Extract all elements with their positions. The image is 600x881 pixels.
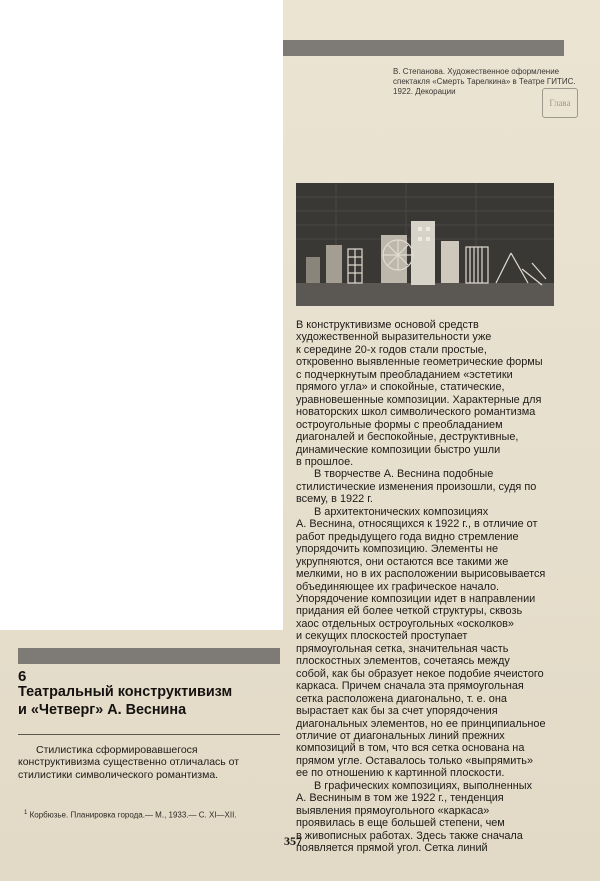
body-line: к середине 20-х годов стали простые, <box>296 343 487 356</box>
title-divider <box>18 734 280 735</box>
body-line: плоскостных элементов, сочетаясь между <box>296 655 510 668</box>
caption-line: В. Степанова. Художественное оформление <box>393 67 560 76</box>
body-line: в прошлое. <box>296 455 354 468</box>
body-line: всему, в 1922 г. <box>296 493 373 506</box>
body-line: стилистические изменения произошли, судя по <box>296 480 537 493</box>
body-line: хаос отдельных остроугольных «осколков» <box>296 617 514 630</box>
chapter-band <box>18 648 280 664</box>
stage-set-illustration <box>296 183 554 306</box>
body-line: А. Веснина, относящихся к 1922 г., в отличие от <box>296 518 538 531</box>
caption-line: 1922. Декорации <box>393 87 456 96</box>
body-line: работ предыдущего года видно стремление <box>296 530 519 543</box>
body-line: объединяющее их графическое начало. <box>296 580 500 593</box>
body-line: собой, как бы образует некое подобие ячеистого <box>296 667 544 680</box>
body-line: придания ей более четкой структуры, сквозь <box>296 605 523 618</box>
body-line: диагональных элементов, но ее принципиальное <box>296 717 546 730</box>
body-line: упорядочить композицию. Элементы не <box>296 543 499 556</box>
chapter-intro <box>18 744 280 781</box>
body-line: появляется прямой угол. Сетка линий <box>296 842 488 855</box>
intro-line: Стилистика сформировавшегося <box>36 744 198 756</box>
intro-line: стилистики символического романтизма. <box>18 768 219 781</box>
body-line: и секущих плоскостей проступает <box>296 630 468 643</box>
body-line: сетка расположена диагонально, т. е. она <box>296 692 507 705</box>
intro-line: конструктивизма существенно отличалась от <box>18 756 240 769</box>
body-line: проявилась в еще большей степени, чем <box>296 817 505 830</box>
body-line: ее по отношению к картинной плоскости. <box>296 767 505 780</box>
body-line: А. Весниным в том же 1922 г., тенденция <box>296 792 504 805</box>
body-line: вырастает как бы за счет упорядочения <box>296 705 498 718</box>
body-line: В архитектонических композициях <box>314 505 489 518</box>
body-line: В конструктивизме основой средств <box>296 319 479 331</box>
body-line: мелкими, но в их расположении вырисовывается <box>296 568 546 581</box>
body-line: откровенно выявленные геометрические формы <box>296 356 543 369</box>
body-line: композиций в том, что вся сетка основана на <box>296 742 525 755</box>
footnote-marker: 1 <box>24 810 28 816</box>
caption-line: спектакля «Смерть Тарелкина» в Театре ГИТИС. <box>393 77 576 86</box>
body-line: диагоналей и беспокойные, деструктивные, <box>296 431 519 444</box>
body-line: прямом угле. Оставалось только «выпрямить» <box>296 754 534 767</box>
footnote <box>24 810 286 820</box>
body-line: каркаса. Причем сначала эта прямоугольная <box>296 680 524 693</box>
blank-area <box>0 0 283 630</box>
page-number: 357 <box>284 834 302 848</box>
body-line: Упорядочение композиции идет в направлении <box>296 592 536 605</box>
body-line: отличие от диагональных линий прежних <box>296 729 505 742</box>
body-line: прямоугольная сетка, значительная часть <box>296 642 509 655</box>
body-line: художественной выразительности уже <box>296 331 492 344</box>
chapter-tab-label: Глава <box>549 98 571 108</box>
header-band <box>283 40 564 56</box>
body-line: укрупняются, они остаются все такими же <box>296 555 509 568</box>
body-line: В графических композициях, выполненных <box>314 779 533 792</box>
body-line: остроугольные формы с преобладанием <box>296 418 503 431</box>
body-line: в живописных работах. Здесь также сначала <box>296 829 523 842</box>
footnote-text: Корбюзье. Планировка города.— М., 1933.— С. XI—XII. <box>29 810 237 820</box>
stage-photo <box>296 183 554 306</box>
chapter-title <box>18 683 280 719</box>
body-line: с подчеркнутым преобладанием «эстетики <box>296 368 513 381</box>
body-line: новаторских школ символического романтизма <box>296 406 536 419</box>
body-line: уравновешенные композиции. Характерные для <box>296 393 542 406</box>
body-line: В творчестве А. Веснина подобные <box>314 468 494 481</box>
chapter-number: 6 <box>18 668 27 685</box>
main-body-text <box>296 319 596 854</box>
body-line: динамические композиции быстро ушли <box>296 443 501 456</box>
chapter-title-line: Театральный конструктивизм <box>18 684 233 700</box>
chapter-title-line: и «Четверг» А. Веснина <box>18 702 187 718</box>
chapter-tab <box>542 88 578 118</box>
body-line: выявления прямоугольного «каркаса» <box>296 804 490 817</box>
body-line: прямого угла» и спокойные, статические, <box>296 381 505 394</box>
